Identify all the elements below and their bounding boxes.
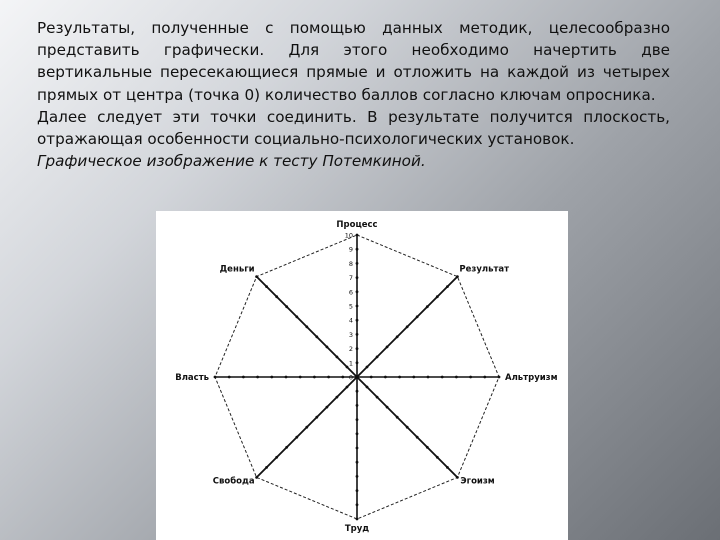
axis-tick (356, 361, 359, 364)
axis-tick (341, 376, 344, 379)
axis-tick (396, 416, 399, 419)
axis-tick (275, 456, 278, 459)
scale-label: 6 (348, 288, 353, 297)
scale-label: 0 (348, 373, 353, 382)
axis-tick (386, 406, 389, 409)
axis-tick (416, 315, 419, 318)
axis-tick (315, 416, 318, 419)
axis-tick (406, 426, 409, 429)
axis-tick (366, 386, 369, 389)
axis-tick (366, 366, 369, 369)
axis-tick (265, 466, 268, 469)
axis-tick (275, 295, 278, 298)
axis-tick (396, 335, 399, 338)
axis-tick (356, 489, 359, 492)
paragraph-1: Результаты, полученные с помощью данных методик, целесообразно представить графически. Для этого необходимо начертить две вертикальные пересекающиеся прямые и отложить на каждой из четырех прямых от центра (точка 0) количество баллов согласно ключам опросника. (37, 19, 670, 104)
axis-tick (265, 285, 268, 288)
slide-text (37, 17, 670, 172)
axis-tick (255, 476, 258, 479)
axis-tick (398, 376, 401, 379)
axis-tick (483, 376, 486, 379)
axis-tick (256, 376, 259, 379)
scale-label: 4 (348, 316, 353, 325)
axis-tick (356, 390, 359, 393)
axis-tick (305, 426, 308, 429)
axis-tick (255, 275, 258, 278)
axis-tick (356, 248, 359, 251)
axis-tick (356, 518, 359, 521)
axis-tick (436, 295, 439, 298)
paragraph-2: Далее следует эти точки соединить. В результате получится плоскость, отражающая особенности социально-психологических установок. (37, 107, 670, 149)
axis-tick (356, 461, 359, 464)
axis-tick (356, 347, 359, 350)
axis-label: Эгоизм (460, 476, 495, 487)
axis-tick (356, 475, 359, 478)
scale-label: 3 (348, 330, 353, 339)
axis-tick (412, 376, 415, 379)
axis-tick (336, 396, 339, 399)
axis-tick (313, 376, 316, 379)
axis-tick (315, 335, 318, 338)
scale-label: 1 (348, 359, 353, 368)
scale-label: 2 (348, 345, 353, 354)
axis-tick (346, 386, 349, 389)
axis-tick (299, 376, 302, 379)
axis-tick (326, 406, 329, 409)
axis-tick (356, 333, 359, 336)
radar-diagram (156, 211, 568, 540)
axis-tick (441, 376, 444, 379)
axis-tick (370, 376, 373, 379)
axis-tick (285, 305, 288, 308)
axis-tick (356, 262, 359, 265)
radar-figure (156, 211, 568, 540)
axis-tick (384, 376, 387, 379)
scale-label: 9 (348, 245, 353, 254)
axis-tick (356, 290, 359, 293)
axis-tick (356, 418, 359, 421)
axis-tick (356, 404, 359, 407)
axis-tick (228, 376, 231, 379)
axis-tick (426, 446, 429, 449)
axis-tick (356, 447, 359, 450)
axis-tick (356, 234, 359, 237)
axis-tick (456, 476, 459, 479)
axis-tick (427, 376, 430, 379)
axis-tick (326, 346, 329, 349)
figure-caption: Графическое изображение к тесту Потемкиной. (37, 152, 426, 171)
axis-label: Власть (175, 373, 209, 383)
axis-tick (446, 285, 449, 288)
axis-tick (406, 325, 409, 328)
axis-tick (356, 319, 359, 322)
axis-label: Деньги (219, 264, 255, 275)
axis-tick (295, 436, 298, 439)
axis-tick (327, 376, 330, 379)
axis-label: Результат (459, 264, 510, 275)
axis-label: Свобода (212, 476, 255, 487)
scale-label: 10 (344, 231, 353, 240)
axis-tick (426, 305, 429, 308)
axis-label: Альтруизм (505, 373, 558, 383)
axis-tick (376, 356, 379, 359)
axis-tick (455, 376, 458, 379)
axis-tick (336, 356, 339, 359)
axis-tick (436, 456, 439, 459)
axis-tick (356, 305, 359, 308)
scale-label: 5 (348, 302, 353, 311)
axis-tick (376, 396, 379, 399)
axis-tick (498, 376, 501, 379)
axis-tick (356, 432, 359, 435)
axis-tick (285, 376, 288, 379)
axis-tick (386, 346, 389, 349)
axis-tick (285, 446, 288, 449)
axis-tick (242, 376, 245, 379)
axis-label: Процесс (336, 220, 378, 230)
axis-tick (416, 436, 419, 439)
axis-tick (469, 376, 472, 379)
axis-label: Труд (344, 524, 370, 534)
axis-tick (446, 466, 449, 469)
axis-tick (214, 376, 217, 379)
scale-label: 7 (348, 274, 353, 283)
axis-tick (270, 376, 273, 379)
axis-tick (456, 275, 459, 278)
axis-tick (295, 315, 298, 318)
axis-tick (305, 325, 308, 328)
scale-label: 8 (348, 259, 353, 268)
axis-tick (356, 276, 359, 279)
axis-tick (356, 503, 359, 506)
